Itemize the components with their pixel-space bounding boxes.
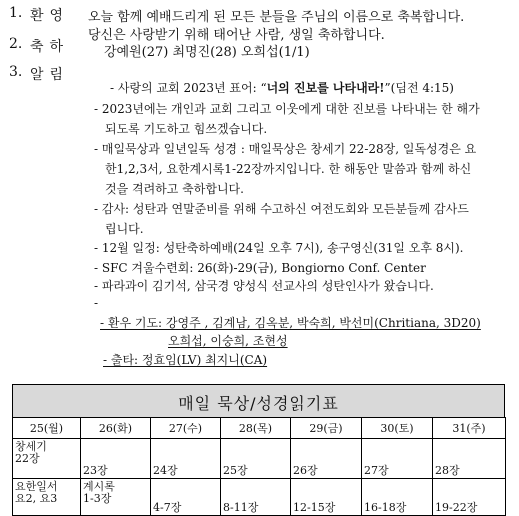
welcome-text: 오늘 함께 예배드리게 된 모든 분들을 주님의 이름으로 축복합니다. (88, 10, 465, 25)
notice-blank-item: - (94, 296, 99, 310)
schedule-cell: 27장 (362, 439, 433, 479)
row-label-bottom: 요2, 요3 (15, 492, 58, 505)
cell-top: 계시록 (83, 480, 115, 493)
schedule-cell: 25장 (221, 439, 291, 479)
schedule-cell: 24장 (151, 439, 221, 479)
notice-thanks-line1: - 감사: 성탄과 연말준비를 위해 수고하신 여전도회와 모든분들께 감사드 (94, 202, 469, 216)
row-label-top: 창세기 (15, 440, 47, 453)
schedule-header-cell: 25(월) (13, 418, 81, 439)
schedule-cell (81, 479, 151, 516)
section-number-welcome: 1. (9, 5, 23, 21)
schedule-header-row (13, 418, 506, 439)
schedule-row-john-revelation (13, 479, 506, 516)
cell-bottom: 1-3장 (83, 492, 112, 505)
notice-sfc-retreat: - SFC 겨울수련회: 26(화)-29(금), Bongiorno Conf. Center (94, 261, 426, 275)
notice-motto-bold: 너의 진보를 나타내라! (266, 81, 385, 95)
notice-bible-line1: - 매일묵상과 일년일독 성경 : 매일묵상은 창세기 22-28장, 일독성경은 요 (94, 142, 477, 156)
schedule-row-label (13, 479, 81, 516)
notice-prayer-line1: - 환우 기도: 강영주 , 김계남, 김옥분, 박숙희, 박선미(Chritiana, 3D20) (100, 316, 481, 330)
notice-motto (110, 79, 454, 96)
schedule-cell: 19-22장 (433, 479, 506, 516)
birthday-names: 강예원(27) 최명진(28) 오희섭(1/1) (104, 45, 310, 60)
section-title-celebration: 축하 (30, 39, 70, 55)
schedule-cell: 16-18장 (362, 479, 433, 516)
schedule-header-cell: 30(토) (362, 418, 433, 439)
schedule-cell: 4-7장 (151, 479, 221, 516)
schedule-header-cell: 27(수) (151, 418, 221, 439)
section-number-celebration: 2. (9, 36, 23, 52)
schedule-header-cell: 31(주) (433, 418, 506, 439)
section-title-notices: 알림 (30, 67, 70, 83)
notice-motto-suffix: ”(딤전 4:15) (384, 81, 454, 95)
schedule-cell: 8-11장 (221, 479, 291, 516)
schedule-cell: 12-15장 (291, 479, 362, 516)
notice-away: - 출타: 정효임(LV) 최지니(CA) (103, 353, 268, 367)
notice-2023-line2: 되도록 기도하고 힘쓰겠습니다. (105, 122, 268, 136)
schedule-title: 매일 묵상/성경읽기표 (178, 394, 339, 413)
schedule-header-cell: 26(화) (81, 418, 151, 439)
notice-december-schedule: - 12월 일정: 성탄축하예배(24일 오후 7시), 송구영신(31일 오후 8시). (94, 241, 464, 255)
schedule-title-box (12, 384, 505, 418)
notice-thanks-line2: 립니다. (105, 222, 144, 236)
birthday-text: 당신은 사랑받기 위해 태어난 사람, 생일 축하합니다. (88, 28, 385, 43)
notice-2023-line1: - 2023년에는 개인과 교회 그리고 이웃에게 대한 진보를 나타내는 한 해가 (94, 102, 480, 116)
schedule-cell: 23장 (81, 439, 151, 479)
notice-prayer-line2: 오희섭, 이숭희, 조현성 (168, 334, 288, 348)
schedule-cell: 26장 (291, 439, 362, 479)
section-title-welcome: 환영 (30, 8, 70, 24)
notice-bible-line2: 한1,2,3서, 요한계시록1-22장까지입니다. 한 해동안 말씀과 함께 하신 (105, 162, 472, 176)
schedule-table (12, 417, 506, 516)
schedule-row-genesis (13, 439, 506, 479)
schedule-header-cell: 29(금) (291, 418, 362, 439)
row-label-bottom: 22장 (15, 452, 40, 465)
notice-missionary-greeting: - 파라과이 김기석, 삼국경 양성식 선교사의 성탄인사가 왔습니다. (94, 279, 434, 293)
schedule-header-cell: 28(목) (221, 418, 291, 439)
notice-bible-line3: 것을 격려하고 축하합니다. (105, 182, 244, 196)
section-number-notices: 3. (9, 64, 23, 80)
row-label-top: 요한일서 (15, 480, 58, 493)
notice-motto-prefix: - 사랑의 교회 2023년 표어: “ (110, 81, 267, 95)
schedule-cell: 28장 (433, 439, 506, 479)
schedule-row-label (13, 439, 81, 479)
